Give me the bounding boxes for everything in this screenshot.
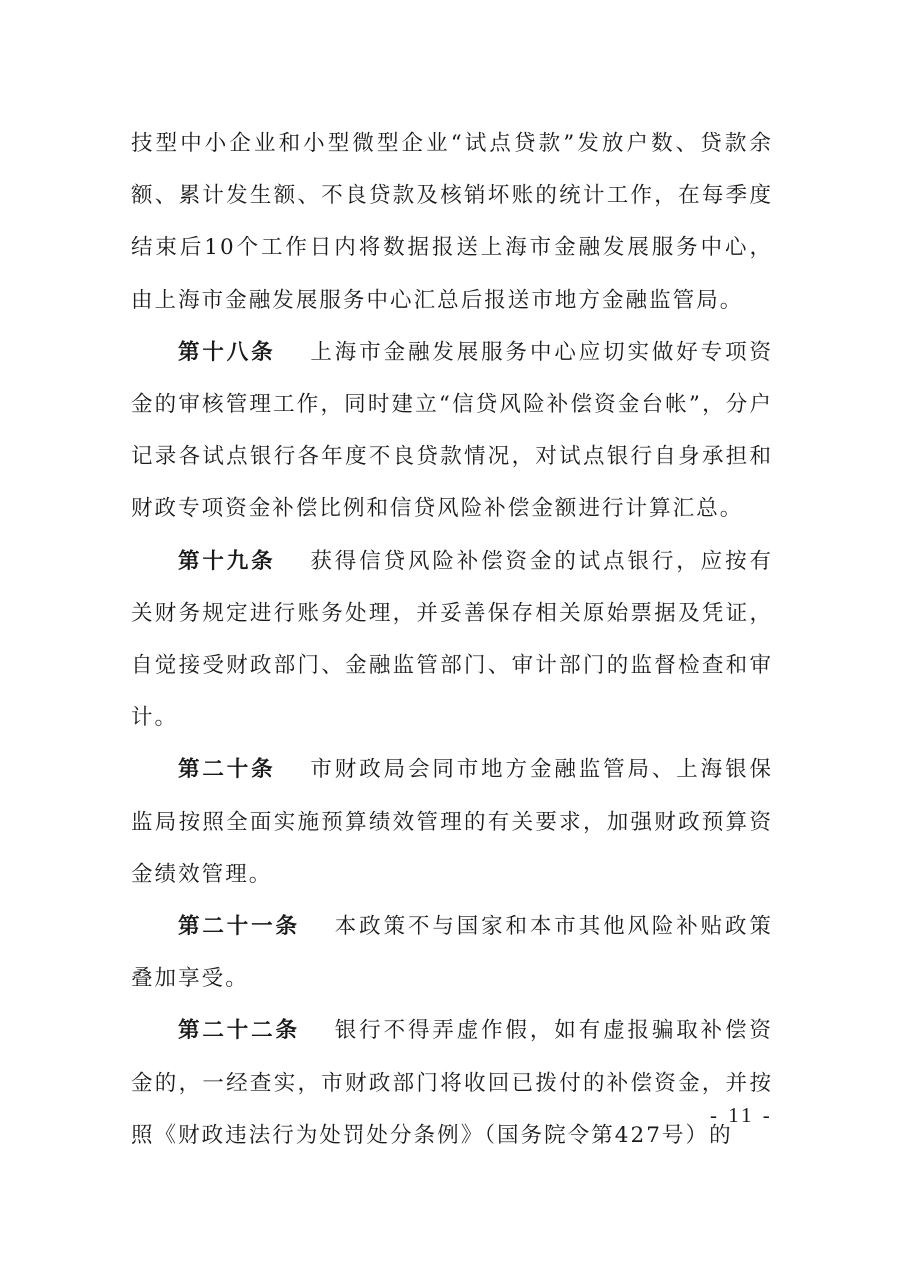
article-text: 获得信贷风险补偿资金的试点银行，应按有关财务规定进行账务处理，并妥善保存相关原始票据及凭证，自觉接受财政部门、金融监管部门、审计部门的监督检查和审计。 [131, 548, 774, 731]
article-18 [131, 327, 773, 536]
article-19 [131, 536, 773, 745]
article-22 [131, 1005, 773, 1162]
article-heading: 第十八条 [178, 339, 276, 365]
article-20 [131, 744, 773, 901]
document-body [131, 118, 773, 1162]
article-text: 市财政局会同市地方金融监管局、上海银保监局按照全面实施预算绩效管理的有关要求，加强财政预算资金绩效管理。 [131, 757, 774, 887]
page-number: - 11 - [710, 1103, 773, 1127]
article-text: 上海市金融发展服务中心应切实做好专项资金的审核管理工作，同时建立“信贷风险补偿资金台帐”，分户记录各试点银行各年度不良贷款情况，对试点银行自身承担和财政专项资金补偿比例和信贷风险补偿金额进行计算汇总。 [131, 339, 774, 522]
continuation-paragraph [131, 118, 773, 327]
article-heading: 第二十一条 [178, 914, 300, 940]
article-text: 银行不得弄虚作假，如有虚报骗取补偿资金的，一经查实，市财政部门将收回已拨付的补偿资金，并按照《财政违法行为处罚处分条例》（国务院令第427号）的 [131, 1018, 773, 1148]
article-heading: 第二十条 [178, 757, 276, 783]
article-text: 本政策不与国家和本市其他风险补贴政策叠加享受。 [131, 914, 773, 992]
article-heading: 第十九条 [178, 548, 276, 574]
article-21 [131, 901, 773, 1005]
article-heading: 第二十二条 [178, 1018, 300, 1044]
paragraph-text: 技型中小企业和小型微型企业“试点贷款”发放户数、贷款余额、累计发生额、不良贷款及核销坏账的统计工作，在每季度结束后10个工作日内将数据报送上海市金融发展服务中心，由上海市金融发展服务中心汇总后报送市地方金融监管局。 [131, 131, 773, 313]
